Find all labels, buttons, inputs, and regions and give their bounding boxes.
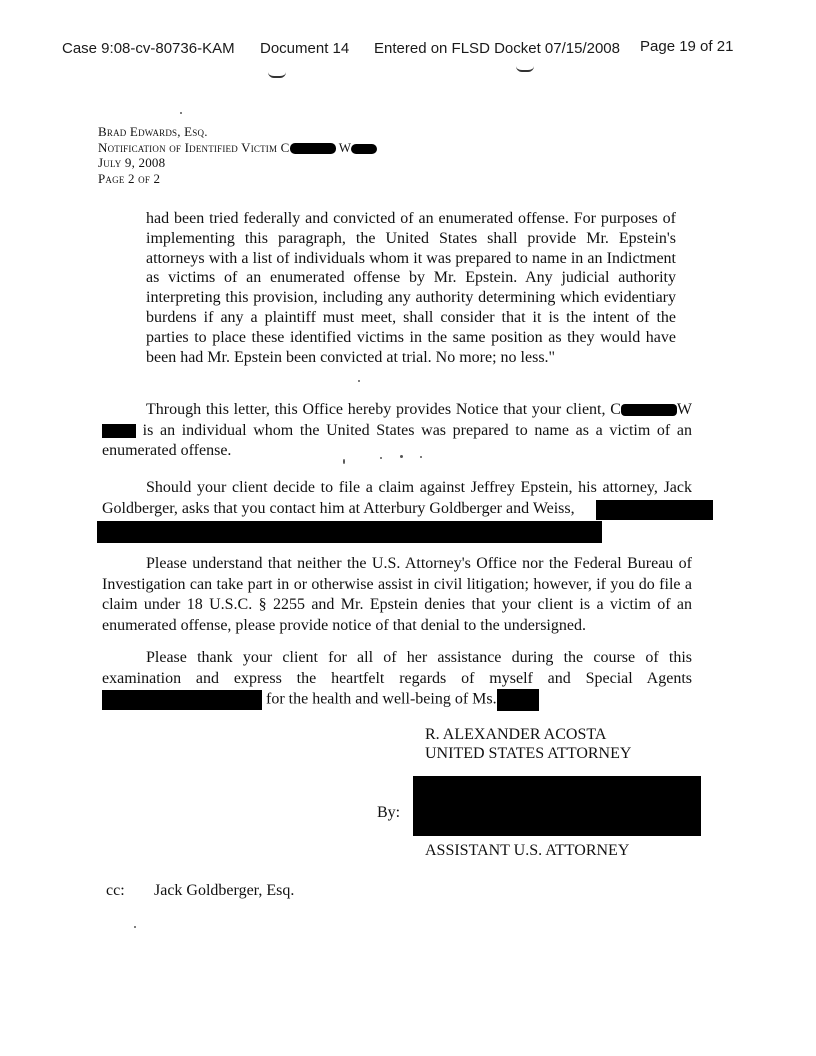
- letter-date: July 9, 2008: [98, 155, 166, 170]
- scan-speck: [380, 457, 382, 459]
- page-number: Page 19 of 21: [640, 38, 734, 55]
- by-label: By:: [377, 804, 401, 821]
- letter-page-number: Page 2 of 2: [98, 170, 161, 186]
- scan-speck: [343, 459, 345, 464]
- redaction-block: [102, 690, 262, 710]
- scan-speck: [400, 455, 403, 458]
- scan-speck: [134, 926, 136, 928]
- scan-speck: [420, 456, 422, 458]
- cc-line: [106, 882, 294, 900]
- recipient-line: Brad Edwards, Esq.: [98, 124, 208, 139]
- cc-recipient: Jack Goldberger, Esq.: [154, 882, 295, 899]
- signature-redaction: [413, 776, 701, 836]
- redaction-block: [351, 144, 377, 154]
- scan-speck: [180, 112, 182, 114]
- claim-paragraph: Should your client decide to file a claim against Jeffrey Epstein, his attorney, Jack Goldberger, asks that you contact him at Atterbury Goldberger and Weiss,: [102, 479, 692, 517]
- docket-entry-date: Entered on FLSD Docket 07/15/2008: [374, 40, 620, 57]
- signatory-role: ASSISTANT U.S. ATTORNEY: [425, 842, 630, 859]
- stamp-mark: [516, 66, 534, 72]
- stamp-mark: [268, 72, 286, 78]
- redaction-block: [102, 424, 136, 438]
- scan-speck: [358, 380, 360, 382]
- subject-line: Notification of Identified Victim C W: [98, 140, 377, 156]
- redaction-block: [596, 500, 713, 520]
- redaction-block: [290, 143, 336, 154]
- cc-label: cc:: [106, 882, 125, 899]
- civil-litigation-paragraph: Please understand that neither the U.S. Attorney's Office nor the Federal Bureau of Investigation can take part in or otherwise assist in civil litigation; however, if you do file a claim under 18 U.S.C. § 2255 and Mr. Epstein denies that your client is a victim of an enumerated offense, please provide notice of that denial to the undersigned.: [102, 555, 692, 634]
- redaction-block: [621, 404, 677, 416]
- quoted-provision: had been tried federally and convicted of an enumerated offense. For purposes of implementing this paragraph, the United States shall provide Mr. Epstein's attorneys with a list of individuals whom it was prepared to name in an Indictment as victims of an enumerated offense by Mr. Epstein. Any judicial authority interpreting this provision, including any authority determining which evidentiary burdens if any a plaintiff must meet, shall consider that it is the intent of the parties to place these identified victims in the same position as they would have been had Mr. Epstein been convicted at trial. No more; no less.": [146, 210, 676, 366]
- letter-header: [98, 124, 377, 186]
- case-number: Case 9:08-cv-80736-KAM: [62, 40, 235, 57]
- signatory-title: UNITED STATES ATTORNEY: [425, 745, 632, 762]
- redaction-block: [497, 689, 539, 711]
- document-number: Document 14: [260, 40, 350, 57]
- redaction-block: [97, 521, 602, 543]
- notice-paragraph: Through this letter, this Office hereby provides Notice that your client, C W is an individual whom the United States was prepared to name as a victim of an enumerated offense.: [102, 401, 693, 459]
- signatory-name: R. ALEXANDER ACOSTA: [425, 726, 607, 743]
- thanks-paragraph: Please thank your client for all of her assistance during the course of this examination and express the heartfelt regards of myself and Special Agents for the health and well-being of Ms.: [102, 648, 692, 711]
